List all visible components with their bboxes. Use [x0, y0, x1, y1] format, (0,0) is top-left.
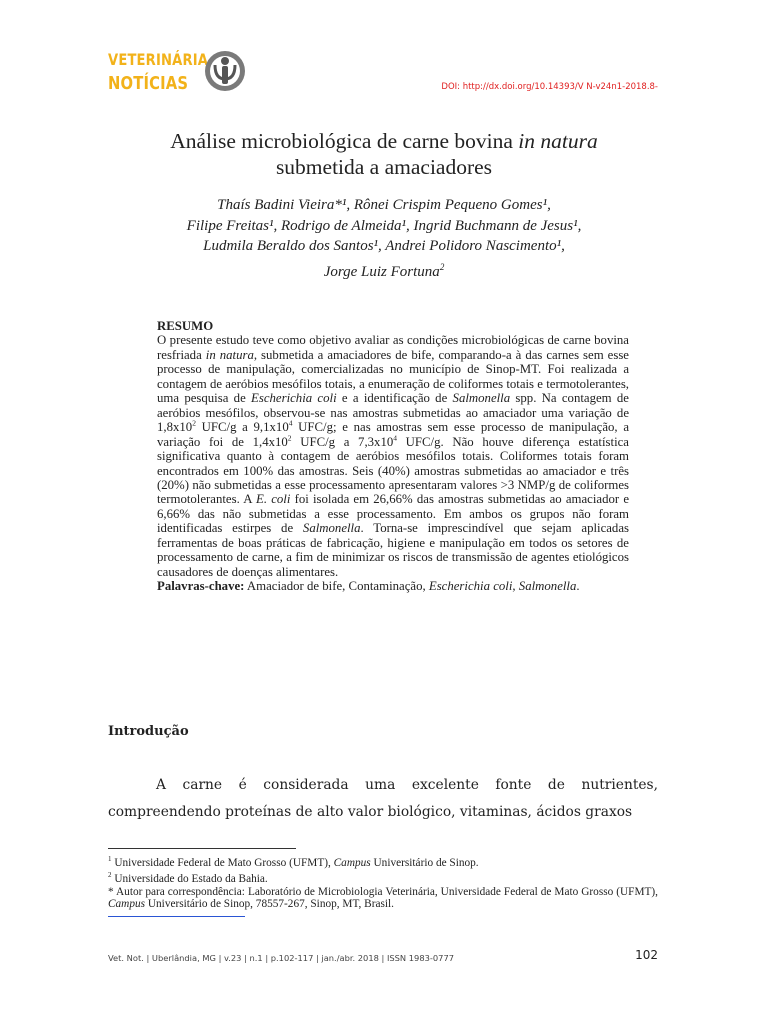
footnote-1-number: 1: [108, 855, 112, 863]
footnote-2: [108, 869, 658, 885]
footnote-divider: [108, 848, 296, 849]
abstract-text: spp. Na contagem de aeróbios mesófilos, observou-se nas amostras submetidas ao amaciador uma variação de 1,8x10: [157, 391, 629, 435]
stethoscope-figure-icon: [203, 49, 247, 93]
footnote-text: Universitário de Sinop, 78557-267, Sinop, MT, Brasil.: [145, 898, 394, 911]
abstract-italic: Salmonella: [452, 391, 511, 406]
authors-line1: Thaís Badini Vieira*¹, Rônei Crispim Pequeno Gomes¹,: [217, 197, 551, 213]
logo-text-line1: VETERINÁRIA: [108, 50, 209, 69]
abstract-text: , submetida a amaciadores de bife, comparando-a à das carnes sem esse processo de manipulação, comercializadas no município de Sinop-MT. Foi realizada a contagem de aeróbios mesófilos totais, a enumeração de coliformes totais e termotolerantes, uma pesquisa de: [157, 347, 629, 406]
footnote-1: [108, 853, 658, 869]
authors-line2: Filipe Freitas¹, Rodrigo de Almeida¹, Ingrid Buchmann de Jesus¹,: [186, 217, 582, 234]
abstract-body: [157, 333, 629, 579]
abstract-text: e a identificação de: [336, 391, 453, 406]
abstract-italic: Escherichia coli: [251, 391, 337, 406]
footnote-2-number: 2: [108, 871, 112, 880]
keyword-italic: Escherichia coli: [428, 579, 513, 594]
abstract-text: UFC/g a 9,1x10: [195, 420, 289, 435]
abstract-exponent: 4: [288, 418, 293, 428]
abstract-exponent: 2: [287, 433, 292, 443]
logo-text-line2: NOTÍCIAS: [108, 73, 189, 94]
page-number: 102: [635, 948, 658, 962]
footnote-text: Universidade Federal de Mato Grosso (UFMT),: [111, 856, 334, 869]
journal-footer: Vet. Not. | Uberlândia, MG | v.23 | n.1 | p.102-117 | jan./abr. 2018 | ISSN 1983-0777: [108, 953, 455, 963]
paper-title: [60, 128, 708, 180]
keywords-label: Palavras-chave:: [157, 579, 245, 594]
authors-line4: [60, 257, 708, 283]
abstract-italic: Salmonella: [302, 521, 361, 536]
section-heading-introduction: Introdução: [108, 724, 189, 739]
footnote-corresponding: [108, 886, 658, 911]
keywords: [157, 579, 629, 593]
abstract-text: UFC/g. Não houve diferença estatística significativa quanto à contagem de aeróbios mesófilos totais. Coliformes totais foram encontrados em 100% das amostras. Seis (40%) amostras submetidas ao amaciador e três (20%) não submetidas a esse processamento apresentaram valores >3 NMP/g de coliformes termotolerantes. A: [157, 434, 629, 507]
author-last-affiliation: 2: [439, 261, 445, 272]
abstract-text: . Torna-se imprescindível que sejam aplicadas ferramentas de boas práticas de fabricação, higiene e manipulação em todos os setores de processamento de carne, a fim de minimizar os riscos de transmissão de agentes etiológicos causadores de doenças alimentares.: [157, 521, 629, 579]
abstract-exponent: 4: [393, 433, 397, 443]
author-last: Jorge Luiz Fortuna: [323, 263, 440, 280]
doi-link[interactable]: DOI: http://dx.doi.org/10.14393/V N-v24n1-2018.8-: [441, 82, 658, 92]
keywords-text: Amaciador de bife, Contaminação,: [244, 579, 429, 594]
journal-logo: [106, 46, 256, 100]
author-list: [60, 195, 708, 282]
abstract-text: UFC/g; e nas amostras sem esse processo de manipulação, a variação foi de 1,4x10: [157, 420, 629, 449]
authors-line3: Ludmila Beraldo dos Santos¹, Andrei Polidoro Nascimento¹,: [203, 238, 565, 254]
abstract-exponent: 2: [192, 418, 196, 428]
footnote-italic: Campus: [333, 856, 371, 869]
abstract-heading: RESUMO: [157, 319, 214, 333]
footnote-text: Universidade do Estado da Bahia.: [111, 873, 268, 886]
abstract-italic: in natura: [205, 347, 254, 362]
keywords-separator: ,: [512, 579, 519, 594]
author-email-link[interactable]: [108, 916, 245, 917]
title-italic: in natura: [518, 129, 598, 153]
abstract-text: O presente estudo teve como objetivo avaliar as condições microbiológicas de carne bovina resfriada: [157, 333, 629, 362]
abstract-text: foi isolada em 26,66% das amostras submetidas ao amaciador e 6,66% das não submetidas a esse processamento. Em ambos os grupos não foram identificadas estirpes de: [157, 492, 629, 536]
abstract: [157, 319, 629, 594]
footnote-text: * Autor para correspondência: Laboratório de Microbiologia Veterinária, Universidade Federal de Mato Grosso (UFMT),: [108, 885, 658, 898]
title-line2: submetida a amaciadores: [275, 155, 493, 179]
title-part1: Análise microbiológica de carne bovina: [170, 129, 519, 153]
abstract-italic: E. coli: [256, 492, 291, 507]
footnotes: [108, 853, 658, 911]
keywords-end: .: [576, 579, 580, 594]
footnote-text: Universitário de Sinop.: [370, 856, 479, 869]
abstract-text: UFC/g a 7,3x10: [291, 434, 394, 449]
intro-text: A carne é considerada uma excelente fonte de nutrientes, compreendendo proteínas de alto valor biológico, vitaminas, ácidos graxos: [108, 777, 658, 820]
introduction-paragraph: [108, 772, 658, 826]
footnote-italic: Campus: [108, 898, 146, 911]
keyword-italic: Salmonella: [518, 579, 577, 594]
